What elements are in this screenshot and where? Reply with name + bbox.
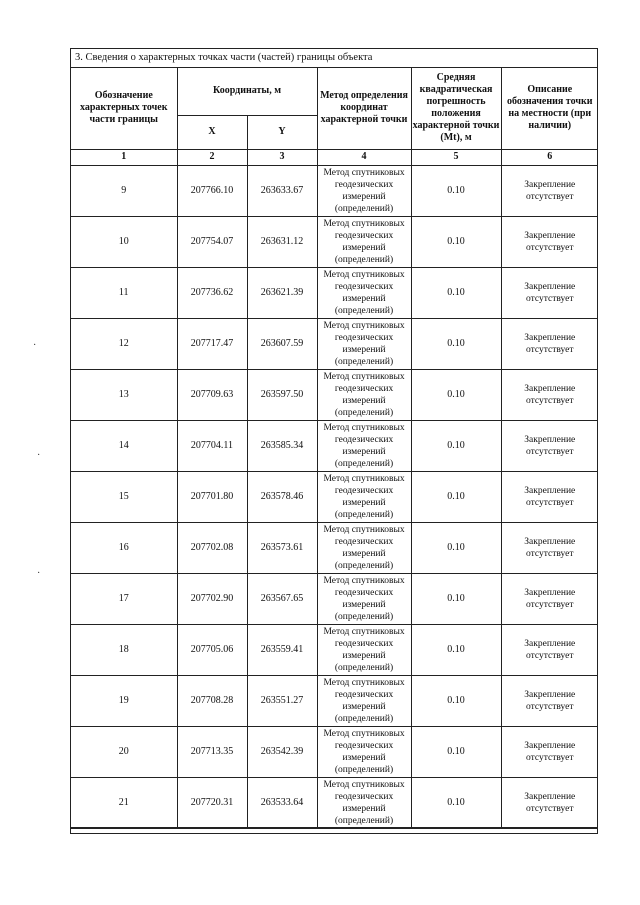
description-cell: Закрепление отсутствует xyxy=(501,369,598,420)
description-cell: Закрепление отсутствует xyxy=(501,165,598,216)
y-coordinate-cell: 263559.41 xyxy=(247,624,317,675)
table-row xyxy=(71,165,598,216)
error-cell: 0.10 xyxy=(411,726,501,777)
table-row xyxy=(71,420,598,471)
description-cell: Закрепление отсутствует xyxy=(501,216,598,267)
point-cell: 12 xyxy=(71,318,177,369)
error-cell: 0.10 xyxy=(411,522,501,573)
point-cell: 16 xyxy=(71,522,177,573)
description-cell: Закрепление отсутствует xyxy=(501,420,598,471)
scan-speck: · xyxy=(37,568,41,579)
description-cell: Закрепление отсутствует xyxy=(501,522,598,573)
x-coordinate-cell: 207766.10 xyxy=(177,165,247,216)
x-coordinate-cell: 207705.06 xyxy=(177,624,247,675)
column-number: 5 xyxy=(411,149,501,165)
error-cell: 0.10 xyxy=(411,471,501,522)
table-row xyxy=(71,726,598,777)
point-cell: 13 xyxy=(71,369,177,420)
table-row xyxy=(71,267,598,318)
error-cell: 0.10 xyxy=(411,420,501,471)
scan-speck: · xyxy=(37,450,41,461)
column-number: 3 xyxy=(247,149,317,165)
method-cell: Метод спутниковых геодезических измерений (определений) xyxy=(317,369,411,420)
y-coordinate-cell: 263578.46 xyxy=(247,471,317,522)
y-coordinate-cell: 263533.64 xyxy=(247,777,317,828)
error-cell: 0.10 xyxy=(411,165,501,216)
method-cell: Метод спутниковых геодезических измерений (определений) xyxy=(317,267,411,318)
method-cell: Метод спутниковых геодезических измерений (определений) xyxy=(317,777,411,828)
y-coordinate-cell: 263567.65 xyxy=(247,573,317,624)
point-cell: 9 xyxy=(71,165,177,216)
point-cell: 15 xyxy=(71,471,177,522)
header-method: Метод определения координат характерной точки xyxy=(317,68,411,149)
point-cell: 21 xyxy=(71,777,177,828)
bottom-rule xyxy=(71,827,597,828)
column-number: 1 xyxy=(71,149,177,165)
boundary-points-sheet xyxy=(70,48,598,834)
method-cell: Метод спутниковых геодезических измерений (определений) xyxy=(317,420,411,471)
x-coordinate-cell: 207701.80 xyxy=(177,471,247,522)
description-cell: Закрепление отсутствует xyxy=(501,675,598,726)
error-cell: 0.10 xyxy=(411,624,501,675)
method-cell: Метод спутниковых геодезических измерений (определений) xyxy=(317,165,411,216)
y-coordinate-cell: 263542.39 xyxy=(247,726,317,777)
error-cell: 0.10 xyxy=(411,216,501,267)
method-cell: Метод спутниковых геодезических измерений (определений) xyxy=(317,216,411,267)
x-coordinate-cell: 207720.31 xyxy=(177,777,247,828)
y-coordinate-cell: 263597.50 xyxy=(247,369,317,420)
column-number: 4 xyxy=(317,149,411,165)
method-cell: Метод спутниковых геодезических измерений (определений) xyxy=(317,624,411,675)
point-cell: 20 xyxy=(71,726,177,777)
x-coordinate-cell: 207709.63 xyxy=(177,369,247,420)
y-coordinate-cell: 263607.59 xyxy=(247,318,317,369)
x-coordinate-cell: 207736.62 xyxy=(177,267,247,318)
point-cell: 11 xyxy=(71,267,177,318)
description-cell: Закрепление отсутствует xyxy=(501,573,598,624)
y-coordinate-cell: 263573.61 xyxy=(247,522,317,573)
table-row xyxy=(71,318,598,369)
x-coordinate-cell: 207717.47 xyxy=(177,318,247,369)
section-title: 3. Сведения о характерных точках части (частей) границы объекта xyxy=(71,49,597,68)
point-cell: 14 xyxy=(71,420,177,471)
method-cell: Метод спутниковых геодезических измерений (определений) xyxy=(317,573,411,624)
header-x: X xyxy=(177,115,247,149)
description-cell: Закрепление отсутствует xyxy=(501,726,598,777)
point-cell: 19 xyxy=(71,675,177,726)
point-cell: 10 xyxy=(71,216,177,267)
error-cell: 0.10 xyxy=(411,675,501,726)
column-number: 2 xyxy=(177,149,247,165)
description-cell: Закрепление отсутствует xyxy=(501,471,598,522)
table-row xyxy=(71,675,598,726)
y-coordinate-cell: 263621.39 xyxy=(247,267,317,318)
method-cell: Метод спутниковых геодезических измерений (определений) xyxy=(317,675,411,726)
method-cell: Метод спутниковых геодезических измерений (определений) xyxy=(317,318,411,369)
x-coordinate-cell: 207702.08 xyxy=(177,522,247,573)
x-coordinate-cell: 207754.07 xyxy=(177,216,247,267)
point-cell: 17 xyxy=(71,573,177,624)
error-cell: 0.10 xyxy=(411,267,501,318)
error-cell: 0.10 xyxy=(411,318,501,369)
table-row xyxy=(71,573,598,624)
table-row xyxy=(71,522,598,573)
description-cell: Закрепление отсутствует xyxy=(501,777,598,828)
method-cell: Метод спутниковых геодезических измерений (определений) xyxy=(317,726,411,777)
error-cell: 0.10 xyxy=(411,369,501,420)
column-number: 6 xyxy=(501,149,598,165)
error-cell: 0.10 xyxy=(411,573,501,624)
scan-speck: · xyxy=(33,340,37,351)
table-row xyxy=(71,624,598,675)
description-cell: Закрепление отсутствует xyxy=(501,267,598,318)
description-cell: Закрепление отсутствует xyxy=(501,318,598,369)
y-coordinate-cell: 263633.67 xyxy=(247,165,317,216)
description-cell: Закрепление отсутствует xyxy=(501,624,598,675)
x-coordinate-cell: 207702.90 xyxy=(177,573,247,624)
header-point-designation: Обозначение характерных точек части границы xyxy=(71,68,177,149)
table-row xyxy=(71,369,598,420)
method-cell: Метод спутниковых геодезических измерений (определений) xyxy=(317,522,411,573)
header-coordinates: Координаты, м xyxy=(177,68,317,115)
table-row xyxy=(71,471,598,522)
table-row xyxy=(71,216,598,267)
y-coordinate-cell: 263585.34 xyxy=(247,420,317,471)
header-description: Описание обозначения точки на местности (при наличии) xyxy=(501,68,598,149)
y-coordinate-cell: 263631.12 xyxy=(247,216,317,267)
table-row xyxy=(71,777,598,828)
header-y: Y xyxy=(247,115,317,149)
x-coordinate-cell: 207713.35 xyxy=(177,726,247,777)
method-cell: Метод спутниковых геодезических измерений (определений) xyxy=(317,471,411,522)
header-error: Средняя квадратическая погрешность положения характерной точки (Mt), м xyxy=(411,68,501,149)
point-cell: 18 xyxy=(71,624,177,675)
x-coordinate-cell: 207704.11 xyxy=(177,420,247,471)
y-coordinate-cell: 263551.27 xyxy=(247,675,317,726)
boundary-points-table xyxy=(71,68,598,829)
x-coordinate-cell: 207708.28 xyxy=(177,675,247,726)
table-body xyxy=(71,165,598,828)
error-cell: 0.10 xyxy=(411,777,501,828)
